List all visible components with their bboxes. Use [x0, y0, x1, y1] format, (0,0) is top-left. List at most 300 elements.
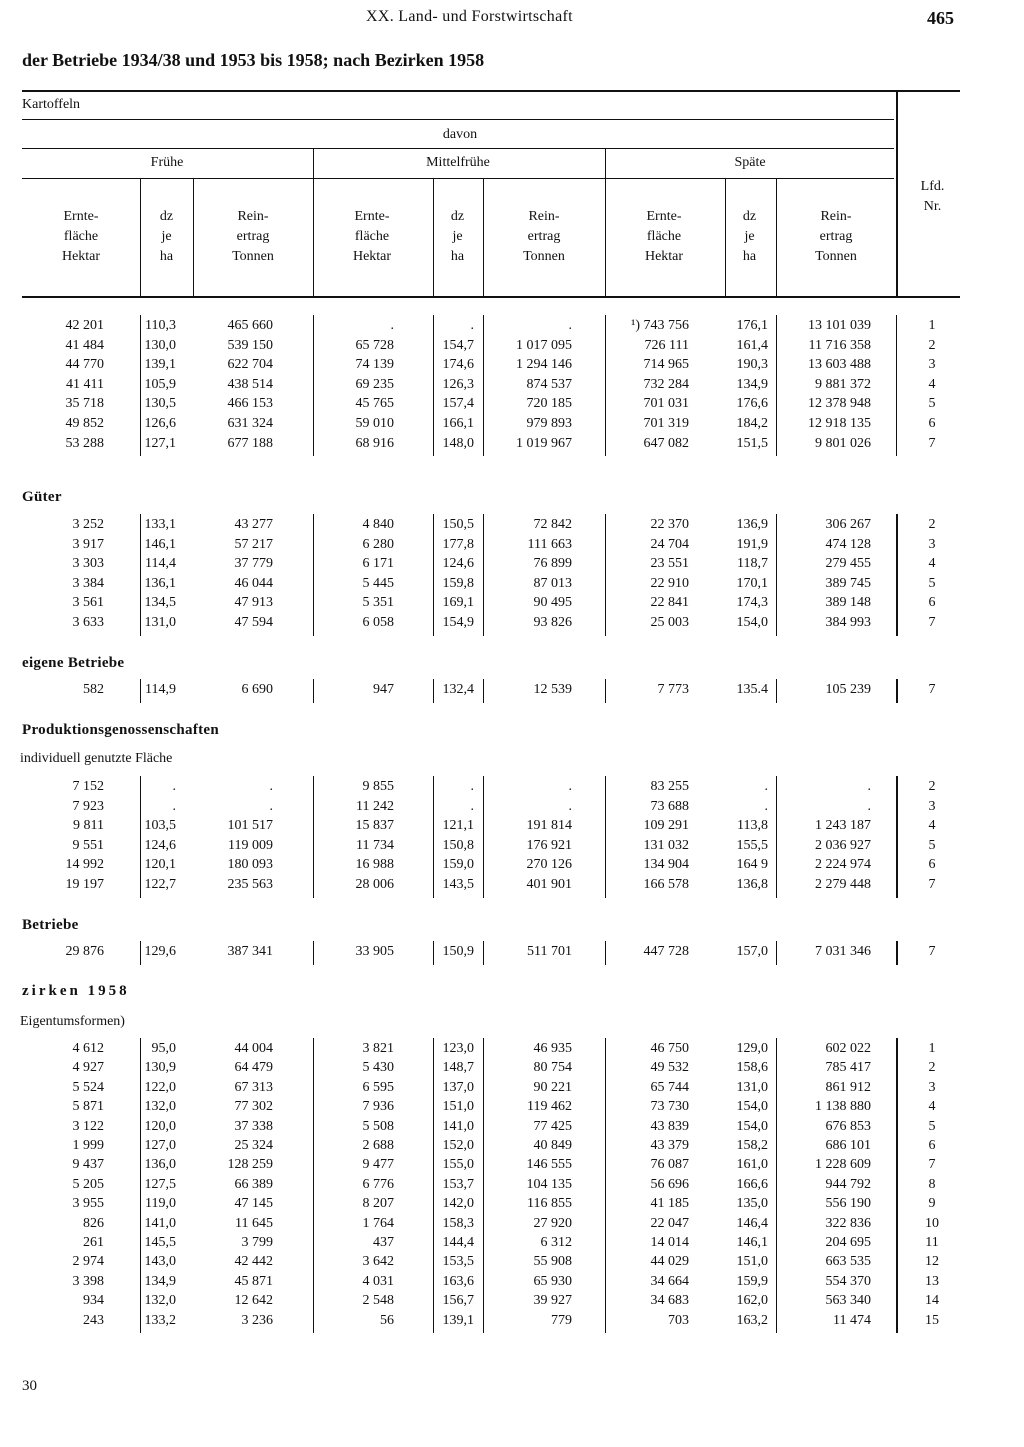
table-cell: 384 993: [825, 615, 871, 630]
table-cell: 12 642: [234, 1293, 273, 1309]
table-cell: 1 764: [362, 1215, 394, 1231]
table-cell: 22 370: [650, 517, 689, 532]
table-cell: 57 217: [234, 536, 273, 552]
table-cell: 158,2: [736, 1138, 768, 1153]
table-cell: 35 718: [65, 396, 104, 412]
table-cell: 159,0: [442, 857, 474, 873]
table-cell: 22 047: [650, 1215, 689, 1231]
table-cell: 67 313: [234, 1079, 273, 1095]
table-cell: 8 207: [362, 1196, 394, 1212]
table-cell: 90 495: [533, 595, 572, 611]
row-number: 7: [928, 682, 936, 697]
table-cell: 24 704: [650, 536, 689, 552]
table-cell: 647 082: [643, 435, 689, 451]
table-cell: 602 022: [825, 1041, 871, 1056]
table-cell: 3 955: [72, 1196, 104, 1212]
table-cell: 41 484: [65, 337, 104, 353]
table-cell: 119 009: [228, 837, 273, 853]
table-cell: 174,3: [736, 595, 768, 611]
table-cell: 556 190: [825, 1196, 871, 1212]
column-header: dz je ha: [159, 209, 174, 264]
table-cell: 16 988: [355, 857, 394, 873]
page-subtitle: der Betriebe 1934/38 und 1953 bis 1958; nach Bezirken 1958: [22, 50, 485, 70]
table-cell: 474 128: [825, 536, 871, 552]
table-cell: 134 904: [643, 857, 689, 873]
table-cell: 49 852: [65, 416, 104, 431]
row-number: 4: [928, 818, 936, 834]
table-cell: 158,3: [442, 1215, 474, 1231]
section-title: zirken 1958: [22, 983, 130, 999]
table-cell: 11 734: [356, 837, 394, 853]
table-cell: .: [568, 779, 572, 794]
table-cell: 4 840: [362, 517, 394, 532]
table-cell: 44 770: [65, 357, 104, 373]
table-cell: 184,2: [736, 416, 768, 431]
table-cell: 563 340: [825, 1293, 871, 1309]
table-cell: 132,4: [442, 682, 474, 697]
table-cell: 139,1: [442, 1312, 474, 1328]
table-cell: 1 294 146: [516, 357, 572, 373]
table-cell: 120,0: [144, 1118, 176, 1134]
table-cell: 243: [83, 1312, 104, 1328]
table-cell: 66 389: [234, 1176, 273, 1192]
table-cell: 113,8: [737, 818, 768, 834]
table-cell: 111 663: [527, 536, 572, 552]
table-cell: .: [867, 779, 871, 794]
row-number: 6: [928, 1138, 936, 1153]
table-cell: 43 839: [650, 1118, 689, 1134]
table-cell: 122,7: [144, 877, 176, 892]
table-cell: 34 664: [650, 1273, 689, 1289]
table-cell: .: [470, 318, 474, 333]
table-cell: 132,0: [144, 1099, 176, 1115]
table-cell: 141,0: [144, 1215, 176, 1231]
table-cell: 7 923: [72, 798, 104, 814]
table-cell: 3 303: [72, 556, 104, 572]
section-title: Produktionsgenossenschaften: [22, 722, 220, 738]
table-cell: 465 660: [227, 318, 273, 333]
table-cell: 6 312: [540, 1235, 572, 1250]
table-cell: 389 148: [825, 595, 871, 611]
table-cell: 95,0: [151, 1041, 176, 1056]
table-cell: 169,1: [442, 595, 474, 611]
row-number: 6: [928, 595, 936, 611]
column-header: Rein- ertrag Tonnen: [523, 209, 565, 264]
table-cell: 122,0: [144, 1079, 176, 1095]
header-column-divider: [605, 148, 606, 296]
table-cell: 944 792: [825, 1176, 871, 1192]
table-cell: 43 379: [650, 1138, 689, 1153]
table-cell: 119 462: [527, 1099, 572, 1115]
header-column-divider: [433, 178, 434, 296]
table-cell: 132,0: [144, 1293, 176, 1309]
table-cell: 45 765: [355, 396, 394, 412]
row-number: 11: [925, 1235, 939, 1250]
table-cell: 947: [373, 682, 394, 697]
table-cell: 15 837: [355, 818, 394, 834]
column-header: Ernte- fläche Hektar: [61, 209, 101, 264]
lfd-nr-divider: [896, 514, 898, 636]
table-cell: 3 633: [72, 615, 104, 630]
header-column-divider: [193, 178, 194, 296]
row-number: 10: [925, 1215, 939, 1231]
table-cell: 3 384: [72, 575, 104, 591]
table-cell: 56 696: [650, 1176, 689, 1192]
table-cell: 158,6: [736, 1060, 768, 1076]
table-cell: 447 728: [643, 944, 689, 959]
table-cell: 6 171: [362, 556, 394, 572]
table-cell: 779: [551, 1312, 572, 1328]
table-cell: 93 826: [533, 615, 572, 630]
table-cell: 46 750: [650, 1041, 689, 1056]
table-cell: 676 853: [825, 1118, 871, 1134]
crop-label: Kartoffeln: [22, 97, 81, 112]
table-cell: 11 645: [235, 1215, 273, 1231]
table-cell: 157,4: [442, 396, 474, 412]
table-cell: 3 398: [72, 1273, 104, 1289]
table-cell: 1 243 187: [815, 818, 871, 834]
table-cell: 511 701: [527, 944, 572, 959]
row-number: 5: [928, 575, 936, 591]
table-cell: 11 716 358: [808, 337, 871, 353]
table-cell: 33 905: [355, 944, 394, 959]
table-cell: 154,0: [736, 615, 768, 630]
table-cell: 105,9: [144, 376, 176, 392]
table-cell: 118,7: [737, 556, 768, 572]
table-cell: 134,9: [144, 1273, 176, 1289]
table-cell: 42 442: [234, 1254, 273, 1270]
table-cell: 146 555: [526, 1157, 572, 1173]
row-number: 3: [928, 798, 936, 814]
table-top-rule: [22, 90, 960, 92]
table-cell: .: [764, 779, 768, 794]
table-cell: 73 688: [650, 798, 689, 814]
table-cell: 37 779: [234, 556, 273, 572]
table-header-rule-3: [22, 178, 894, 179]
table-cell: 191 814: [526, 818, 572, 834]
table-cell: 45 871: [234, 1273, 273, 1289]
table-cell: 123,0: [442, 1041, 474, 1056]
table-cell: 979 893: [526, 416, 572, 431]
table-cell: 387 341: [227, 944, 273, 959]
table-cell: 42 201: [65, 318, 104, 333]
table-cell: 235 563: [227, 877, 273, 892]
davon-label: davon: [442, 127, 478, 142]
table-cell: 3 799: [241, 1235, 273, 1250]
table-cell: 163,2: [736, 1312, 768, 1328]
table-cell: 5 205: [72, 1176, 104, 1192]
table-cell: 119,0: [145, 1196, 176, 1212]
table-cell: 22 910: [650, 575, 689, 591]
row-number: 6: [928, 416, 936, 431]
table-cell: 663 535: [825, 1254, 871, 1270]
column-header: Ernte- fläche Hektar: [644, 209, 684, 264]
row-number: 6: [928, 857, 936, 873]
table-cell: 204 695: [825, 1235, 871, 1250]
table-cell: 29 876: [65, 944, 104, 959]
table-cell: 9 437: [72, 1157, 104, 1173]
table-cell: 141,0: [442, 1118, 474, 1134]
table-cell: .: [568, 798, 572, 814]
column-header: Rein- ertrag Tonnen: [232, 209, 274, 264]
table-cell: 154,0: [736, 1099, 768, 1115]
table-cell: 11 474: [833, 1312, 871, 1328]
section-title: Betriebe: [22, 917, 79, 933]
table-cell: 3 821: [362, 1041, 394, 1056]
table-cell: 720 185: [526, 396, 572, 412]
table-cell: 135.4: [736, 682, 768, 697]
group-header-3: Späte: [734, 155, 766, 170]
column-header: dz je ha: [450, 209, 465, 264]
table-cell: 826: [83, 1215, 104, 1231]
table-cell: 13 603 488: [808, 357, 871, 373]
table-cell: 133,2: [144, 1312, 176, 1328]
row-number: 5: [928, 837, 936, 853]
table-cell: 146,4: [736, 1215, 768, 1231]
table-cell: 121,1: [442, 818, 474, 834]
table-cell: 131,0: [736, 1079, 768, 1095]
section-title: Güter: [22, 489, 62, 505]
table-cell: 161,4: [736, 337, 768, 353]
table-cell: 152,0: [442, 1138, 474, 1153]
table-cell: 9 801 026: [815, 435, 871, 451]
table-header-rule-2: [22, 148, 894, 149]
table-cell: 151,5: [736, 435, 768, 451]
group-header-2: Mittelfrühe: [426, 155, 490, 170]
table-cell: 12 918 135: [808, 416, 871, 431]
table-cell: 157,0: [736, 944, 768, 959]
table-cell: 49 532: [650, 1060, 689, 1076]
table-cell: 163,6: [442, 1273, 474, 1289]
row-number: 1: [928, 1041, 936, 1056]
table-cell: 703: [668, 1312, 689, 1328]
table-cell: 4 927: [72, 1060, 104, 1076]
column-header: Ernte- fläche Hektar: [352, 209, 392, 264]
table-cell: 77 302: [234, 1099, 273, 1115]
table-cell: 126,3: [442, 376, 474, 392]
table-cell: 150,5: [442, 517, 474, 532]
table-cell: 148,0: [442, 435, 474, 451]
table-cell: 174,6: [442, 357, 474, 373]
table-cell: 1 019 967: [516, 435, 572, 451]
row-number: 3: [928, 1079, 936, 1095]
table-cell: 7 936: [362, 1099, 394, 1115]
table-cell: .: [568, 318, 572, 333]
table-cell: 155,5: [736, 837, 768, 853]
table-cell: 582: [83, 682, 104, 697]
table-cell: 4 031: [362, 1273, 394, 1289]
table-cell: 12 378 948: [808, 396, 871, 412]
table-cell: .: [470, 798, 474, 814]
table-cell: 261: [83, 1235, 104, 1250]
table-cell: 170,1: [736, 575, 768, 591]
table-cell: 127,1: [144, 435, 176, 451]
group-header-1: Frühe: [150, 155, 184, 170]
table-cell: 3 252: [72, 517, 104, 532]
table-cell: 279 455: [825, 556, 871, 572]
table-cell: 64 479: [234, 1060, 273, 1076]
table-cell: 166,6: [736, 1176, 768, 1192]
table-cell: 270 126: [526, 857, 572, 873]
table-cell: 1 999: [72, 1138, 104, 1153]
row-number: 15: [925, 1312, 939, 1328]
table-cell: 59 010: [355, 416, 394, 431]
table-cell: 154,0: [736, 1118, 768, 1134]
table-cell: 861 912: [825, 1079, 871, 1095]
table-cell: 74 139: [355, 357, 394, 373]
table-cell: 154,9: [442, 615, 474, 630]
header-column-divider: [483, 178, 484, 296]
table-cell: 142,0: [442, 1196, 474, 1212]
sheet-number: 30: [22, 1378, 37, 1394]
row-number: 13: [925, 1273, 939, 1289]
table-cell: 127,5: [144, 1176, 176, 1192]
table-cell: 176,1: [736, 318, 768, 333]
column-header: dz je ha: [742, 209, 757, 264]
table-cell: 732 284: [643, 376, 689, 392]
row-number: 8: [928, 1176, 936, 1192]
table-cell: 130,0: [144, 337, 176, 353]
table-cell: 22 841: [650, 595, 689, 611]
table-cell: 146,1: [144, 536, 176, 552]
table-cell: 27 920: [533, 1215, 572, 1231]
table-cell: 389 745: [825, 575, 871, 591]
table-cell: 68 916: [355, 435, 394, 451]
table-cell: 56: [380, 1312, 394, 1328]
table-cell: 76 087: [650, 1157, 689, 1173]
row-number: 3: [928, 357, 936, 373]
page-number: 465: [927, 8, 954, 28]
row-number: 2: [928, 517, 936, 532]
table-cell: 190,3: [736, 357, 768, 373]
table-cell: 55 908: [533, 1254, 572, 1270]
table-cell: 128 259: [227, 1157, 273, 1173]
table-cell: 438 514: [227, 376, 273, 392]
section-title: eigene Betriebe: [22, 655, 125, 671]
table-cell: 714 965: [643, 357, 689, 373]
header-column-divider: [776, 178, 777, 296]
table-cell: 19 197: [65, 877, 104, 892]
table-cell: 11 242: [356, 798, 394, 814]
table-cell: 9 881 372: [815, 376, 871, 392]
table-cell: 6 058: [362, 615, 394, 630]
table-cell: .: [390, 318, 394, 333]
table-header-rule-1: [22, 119, 894, 120]
table-cell: 164 9: [736, 857, 768, 873]
table-cell: 7 152: [72, 779, 104, 794]
table-cell: 5 524: [72, 1079, 104, 1095]
table-cell: 154,7: [442, 337, 474, 353]
row-number: 2: [928, 337, 936, 353]
row-number: 4: [928, 556, 936, 572]
table-cell: 4 612: [72, 1041, 104, 1056]
table-cell: 3 122: [72, 1118, 104, 1134]
table-cell: 127,0: [144, 1138, 176, 1153]
row-number: 12: [925, 1254, 939, 1270]
table-cell: 116 855: [527, 1196, 572, 1212]
table-cell: 150,8: [442, 837, 474, 853]
row-number: 7: [928, 435, 936, 451]
table-cell: 6 280: [362, 536, 394, 552]
row-number: 3: [928, 536, 936, 552]
table-cell: 155,0: [442, 1157, 474, 1173]
table-cell: .: [867, 798, 871, 814]
header-column-divider: [313, 148, 314, 296]
table-cell: 47 913: [234, 595, 273, 611]
table-cell: 701 031: [643, 396, 689, 412]
row-number: 9: [928, 1196, 936, 1212]
row-number: 1: [928, 318, 936, 333]
table-cell: 6 690: [241, 682, 273, 697]
table-cell: 176 921: [526, 837, 572, 853]
table-cell: 131 032: [643, 837, 689, 853]
table-cell: 131,0: [144, 615, 176, 630]
table-cell: 874 537: [526, 376, 572, 392]
table-cell: 726 111: [644, 337, 689, 353]
table-cell: 124,6: [442, 556, 474, 572]
table-cell: 104 135: [526, 1176, 572, 1192]
table-cell: 72 842: [533, 517, 572, 532]
row-number: 2: [928, 1060, 936, 1076]
table-cell: .: [269, 779, 273, 794]
table-cell: 145,5: [144, 1235, 176, 1250]
header-column-divider: [140, 178, 141, 296]
table-cell: 80 754: [533, 1060, 572, 1076]
row-number: 5: [928, 396, 936, 412]
row-number: 7: [928, 944, 936, 959]
table-cell: 137,0: [442, 1079, 474, 1095]
table-cell: 69 235: [355, 376, 394, 392]
table-cell: 9 477: [362, 1157, 394, 1173]
table-cell: 159,8: [442, 575, 474, 591]
table-cell: 2 224 974: [815, 857, 871, 873]
table-cell: 47 145: [234, 1196, 273, 1212]
table-cell: 77 425: [533, 1118, 572, 1134]
table-cell: 14 992: [65, 857, 104, 873]
lfd-nr-divider: [896, 1038, 898, 1333]
table-cell: 143,0: [144, 1254, 176, 1270]
table-cell: 44 029: [650, 1254, 689, 1270]
table-header-bottom-rule: [22, 296, 960, 298]
row-number: 7: [928, 1157, 936, 1173]
table-cell: 466 153: [227, 396, 273, 412]
table-cell: 631 324: [227, 416, 273, 431]
table-cell: 1 228 609: [815, 1157, 871, 1173]
table-cell: 177,8: [442, 536, 474, 552]
table-cell: 129,6: [144, 944, 176, 959]
table-cell: 14 014: [650, 1235, 689, 1250]
table-cell: 785 417: [825, 1060, 871, 1076]
table-cell: 134,5: [144, 595, 176, 611]
table-cell: 40 849: [533, 1138, 572, 1153]
table-cell: 43 277: [234, 517, 273, 532]
table-cell: 176,6: [736, 396, 768, 412]
table-cell: 2 974: [72, 1254, 104, 1270]
table-cell: 401 901: [526, 877, 572, 892]
section-subtitle: individuell genutzte Fläche: [20, 751, 173, 766]
table-cell: 46 935: [533, 1041, 572, 1056]
table-cell: 65 930: [533, 1273, 572, 1289]
table-cell: 34 683: [650, 1293, 689, 1309]
table-cell: 437: [373, 1235, 394, 1250]
section-subtitle: Eigentumsformen): [20, 1014, 125, 1029]
table-cell: 180 093: [227, 857, 273, 873]
table-cell: 134,9: [736, 376, 768, 392]
table-cell: .: [470, 779, 474, 794]
table-cell: 156,7: [442, 1293, 474, 1309]
table-cell: 136,9: [736, 517, 768, 532]
table-cell: 37 338: [234, 1118, 273, 1134]
